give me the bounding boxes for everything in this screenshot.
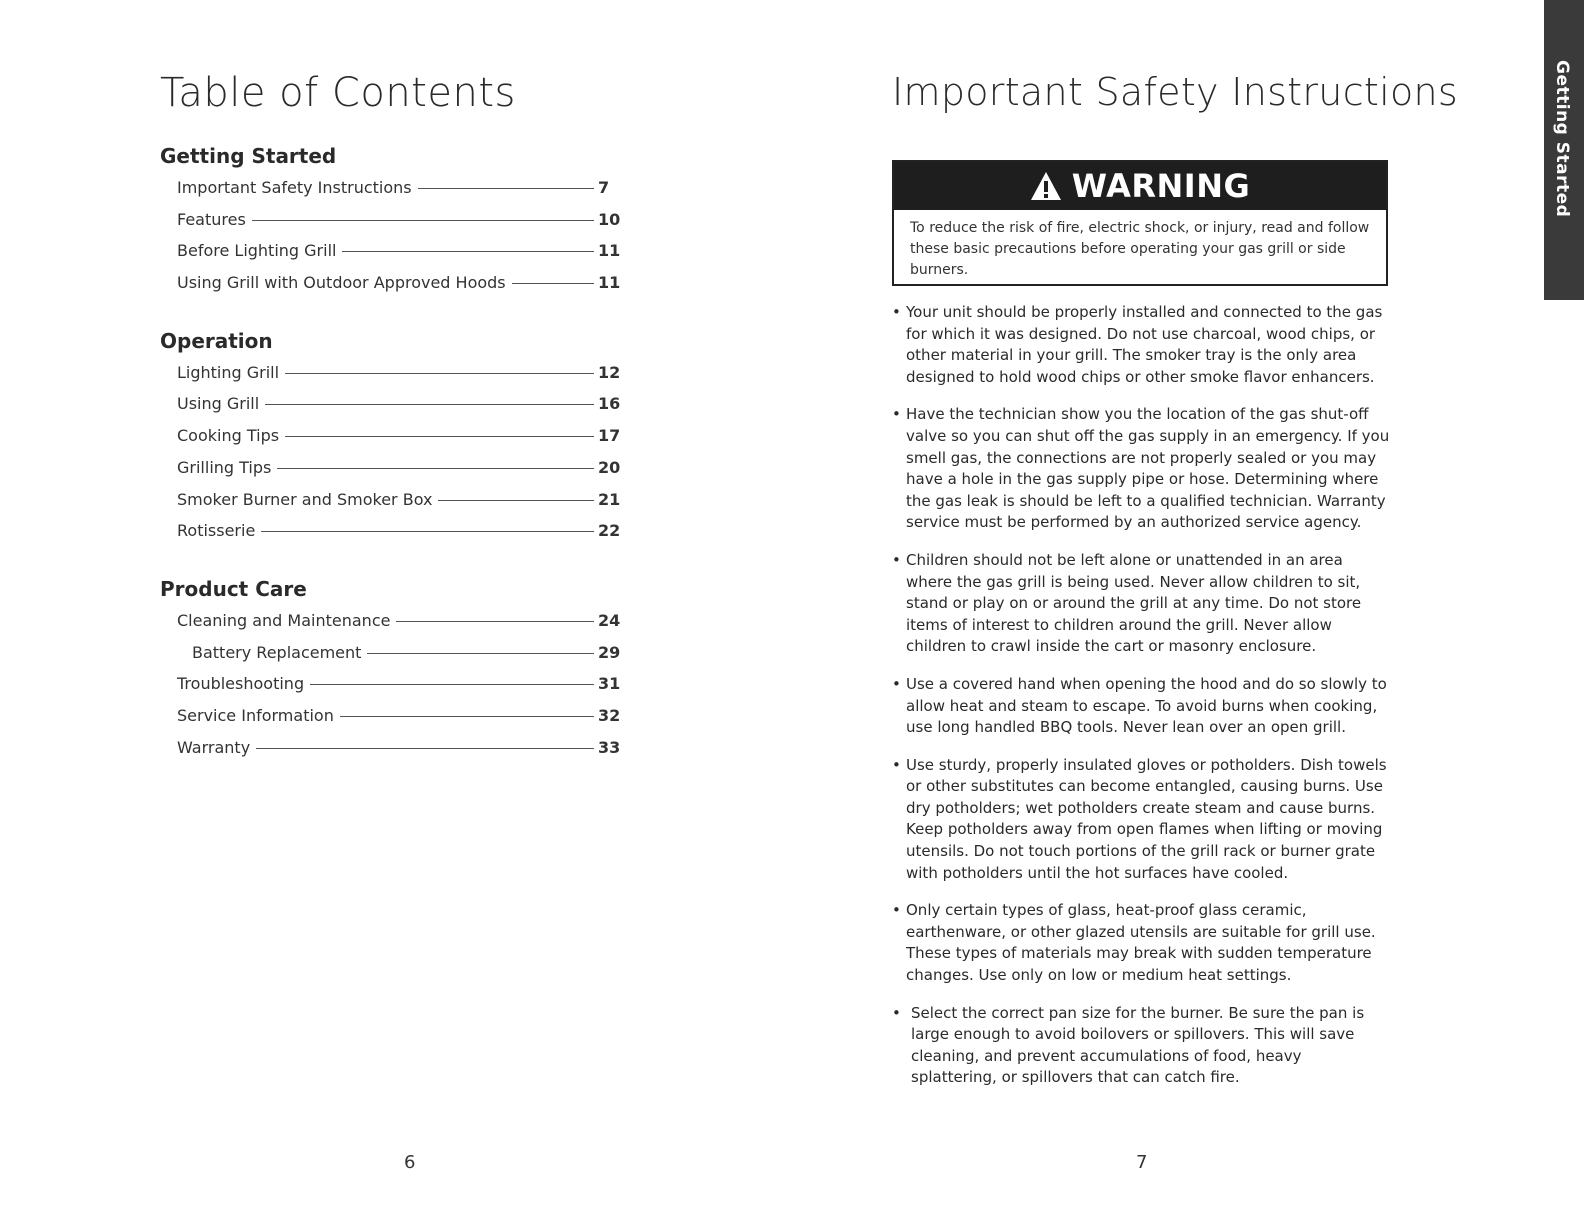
list-item: [892, 550, 1392, 658]
toc-entry[interactable]: [160, 388, 620, 420]
toc-entry-page: 21: [598, 489, 621, 509]
list-item: [892, 404, 1392, 534]
bullet-dot-icon: •: [892, 755, 901, 774]
toc-entry-label: Rotisserie: [177, 521, 256, 541]
leader-line: [438, 500, 594, 501]
toc-entry-label: Using Grill: [177, 394, 260, 414]
safety-bullet-list: [892, 302, 1392, 1105]
leader-line: [396, 621, 594, 622]
toc-entry-label: Service Information: [177, 705, 334, 725]
toc-entry-page: 7: [598, 178, 610, 197]
toc-entry-label: Warranty: [177, 737, 251, 757]
toc-entry[interactable]: [160, 172, 620, 204]
side-tab-label: Getting Started: [1552, 60, 1572, 218]
toc-entry-page: 24: [598, 610, 621, 630]
leader-line: [342, 251, 594, 252]
list-item: [892, 900, 1392, 986]
toc-entry-page: 22: [598, 521, 621, 541]
toc-entry-label: Smoker Burner and Smoker Box: [177, 489, 433, 509]
toc-entry-page: 10: [598, 209, 621, 229]
leader-line: [265, 404, 594, 405]
leader-line: [418, 188, 594, 189]
bullet-text: Children should not be left alone or unattended in an area where the gas grill is being used. Never allow children to sit, stand or play on or around the grill at any time. Do not store items of interest to children around the grill. Never allow children to crawl inside the cart or masonry enclosure.: [906, 550, 1362, 656]
toc-entry-page: 32: [598, 705, 621, 725]
toc-entry[interactable]: [160, 204, 620, 236]
warning-label: WARNING: [1071, 167, 1251, 205]
toc-entry[interactable]: [160, 668, 620, 700]
section-side-tab[interactable]: [1544, 0, 1584, 300]
toc-heading: Product Care: [160, 576, 307, 601]
toc-entry-page: 33: [598, 737, 621, 757]
table-of-contents: [160, 140, 620, 789]
toc-entry-page: 31: [598, 674, 621, 694]
leader-line: [252, 220, 594, 221]
toc-entry-page: 29: [598, 642, 621, 662]
warning-header: [894, 162, 1386, 210]
bullet-dot-icon: •: [892, 405, 901, 424]
leader-line: [512, 283, 594, 284]
toc-entry[interactable]: [160, 357, 620, 389]
bullet-dot-icon: •: [892, 901, 901, 920]
leader-line: [285, 373, 594, 374]
page-number: 6: [404, 1152, 416, 1173]
leader-line: [256, 748, 594, 749]
toc-entry[interactable]: [160, 452, 620, 484]
toc-section-operation: [160, 325, 620, 547]
toc-entry[interactable]: [160, 732, 620, 764]
bullet-text: Select the correct pan size for the burner. Be sure the pan is large enough to avoid boilovers or spillovers. This will save cleaning, and prevent accumulations of food, heavy splattering, or spillovers that can catch fire.: [911, 1003, 1365, 1087]
toc-heading: Operation: [160, 328, 273, 353]
right-page: [792, 0, 1584, 1224]
bullet-dot-icon: •: [892, 674, 901, 693]
warning-box: [892, 160, 1388, 286]
list-item: [892, 302, 1392, 388]
bullet-dot-icon: •: [892, 1003, 901, 1022]
toc-entry-label: Troubleshooting: [177, 674, 305, 694]
leader-line: [340, 716, 594, 717]
toc-entry-label: Important Safety Instructions: [177, 178, 412, 197]
toc-entry[interactable]: [160, 235, 620, 267]
toc-entry[interactable]: [160, 700, 620, 732]
leader-line: [310, 684, 594, 685]
list-item: [892, 1003, 1392, 1089]
toc-entry[interactable]: [160, 637, 620, 669]
toc-section-product-care: [160, 573, 620, 763]
toc-entry-page: 11: [598, 241, 621, 261]
toc-entry-label: Battery Replacement: [192, 642, 362, 662]
toc-entry-label: Grilling Tips: [177, 457, 272, 477]
warning-text: To reduce the risk of fire, electric shock, or injury, read and follow these basic precautions before operating your gas grill or side burners.: [910, 220, 1370, 278]
leader-line: [285, 436, 594, 437]
toc-entry-page: 11: [598, 273, 621, 293]
bullet-text: Only certain types of glass, heat-proof glass ceramic, earthenware, or other glazed utensils are suitable for grill use. These types of materials may break with sudden temperature changes. Use only on low or medium heat settings.: [906, 901, 1376, 985]
toc-entry[interactable]: [160, 267, 620, 299]
toc-entry[interactable]: [160, 484, 620, 516]
toc-entry[interactable]: [160, 605, 620, 637]
toc-entry-label: Cleaning and Maintenance: [177, 610, 391, 630]
toc-entry[interactable]: [160, 420, 620, 452]
toc-entry-label: Using Grill with Outdoor Approved Hoods: [177, 273, 506, 293]
toc-section-getting-started: [160, 140, 620, 299]
toc-entry[interactable]: [160, 515, 620, 547]
bullet-dot-icon: •: [892, 303, 901, 321]
leader-line: [367, 653, 594, 654]
toc-entry-label: Lighting Grill: [177, 362, 280, 382]
toc-entry-label: Before Lighting Grill: [177, 241, 337, 261]
warning-triangle-icon: [1030, 171, 1062, 201]
list-item: [892, 674, 1392, 739]
leader-line: [261, 531, 594, 532]
page-number: 7: [1136, 1152, 1148, 1173]
toc-heading: Getting Started: [160, 144, 337, 168]
toc-entry-page: 20: [598, 457, 621, 477]
list-item: [892, 755, 1392, 885]
bullet-dot-icon: •: [892, 550, 901, 569]
bullet-text: Have the technician show you the location of the gas shut-off valve so you can shut off the gas supply in an emergency. If you smell gas, the connections are not properly sealed or you may have a hole in the gas supply pipe or hose. Determining where the gas leak is should be left to a qualified technician. Warranty service must be performed by an authorized service agency.: [906, 405, 1390, 532]
bullet-text: Use a covered hand when opening the hood and do so slowly to allow heat and steam to escape. To avoid burns when cooking, use long handled BBQ tools. Never lean over an open grill.: [906, 674, 1387, 737]
leader-line: [277, 468, 594, 469]
toc-entry-label: Features: [177, 209, 246, 229]
safety-title: Important Safety Instructions: [892, 70, 1458, 114]
bullet-text: Use sturdy, properly insulated gloves or potholders. Dish towels or other substitutes can become entangled, causing burns. Use dry potholders; wet potholders create steam and cause burns. Keep potholders away from open flames when lifting or moving utensils. Do not touch portions of the grill rack or burner grate with potholders until the hot surfaces have cooled.: [906, 755, 1387, 882]
toc-entry-page: 16: [598, 394, 621, 414]
toc-entry-label: Cooking Tips: [177, 426, 280, 446]
toc-title: Table of Contents: [160, 70, 516, 116]
toc-entry-page: 12: [598, 362, 621, 382]
toc-entry-page: 17: [598, 426, 621, 446]
bullet-text: Your unit should be properly installed and connected to the gas for which it was designed. Do not use charcoal, wood chips, or other material in your grill. The smoker tray is the only area designed to hold wood chips or other smoke flavor enhancers.: [906, 303, 1383, 386]
